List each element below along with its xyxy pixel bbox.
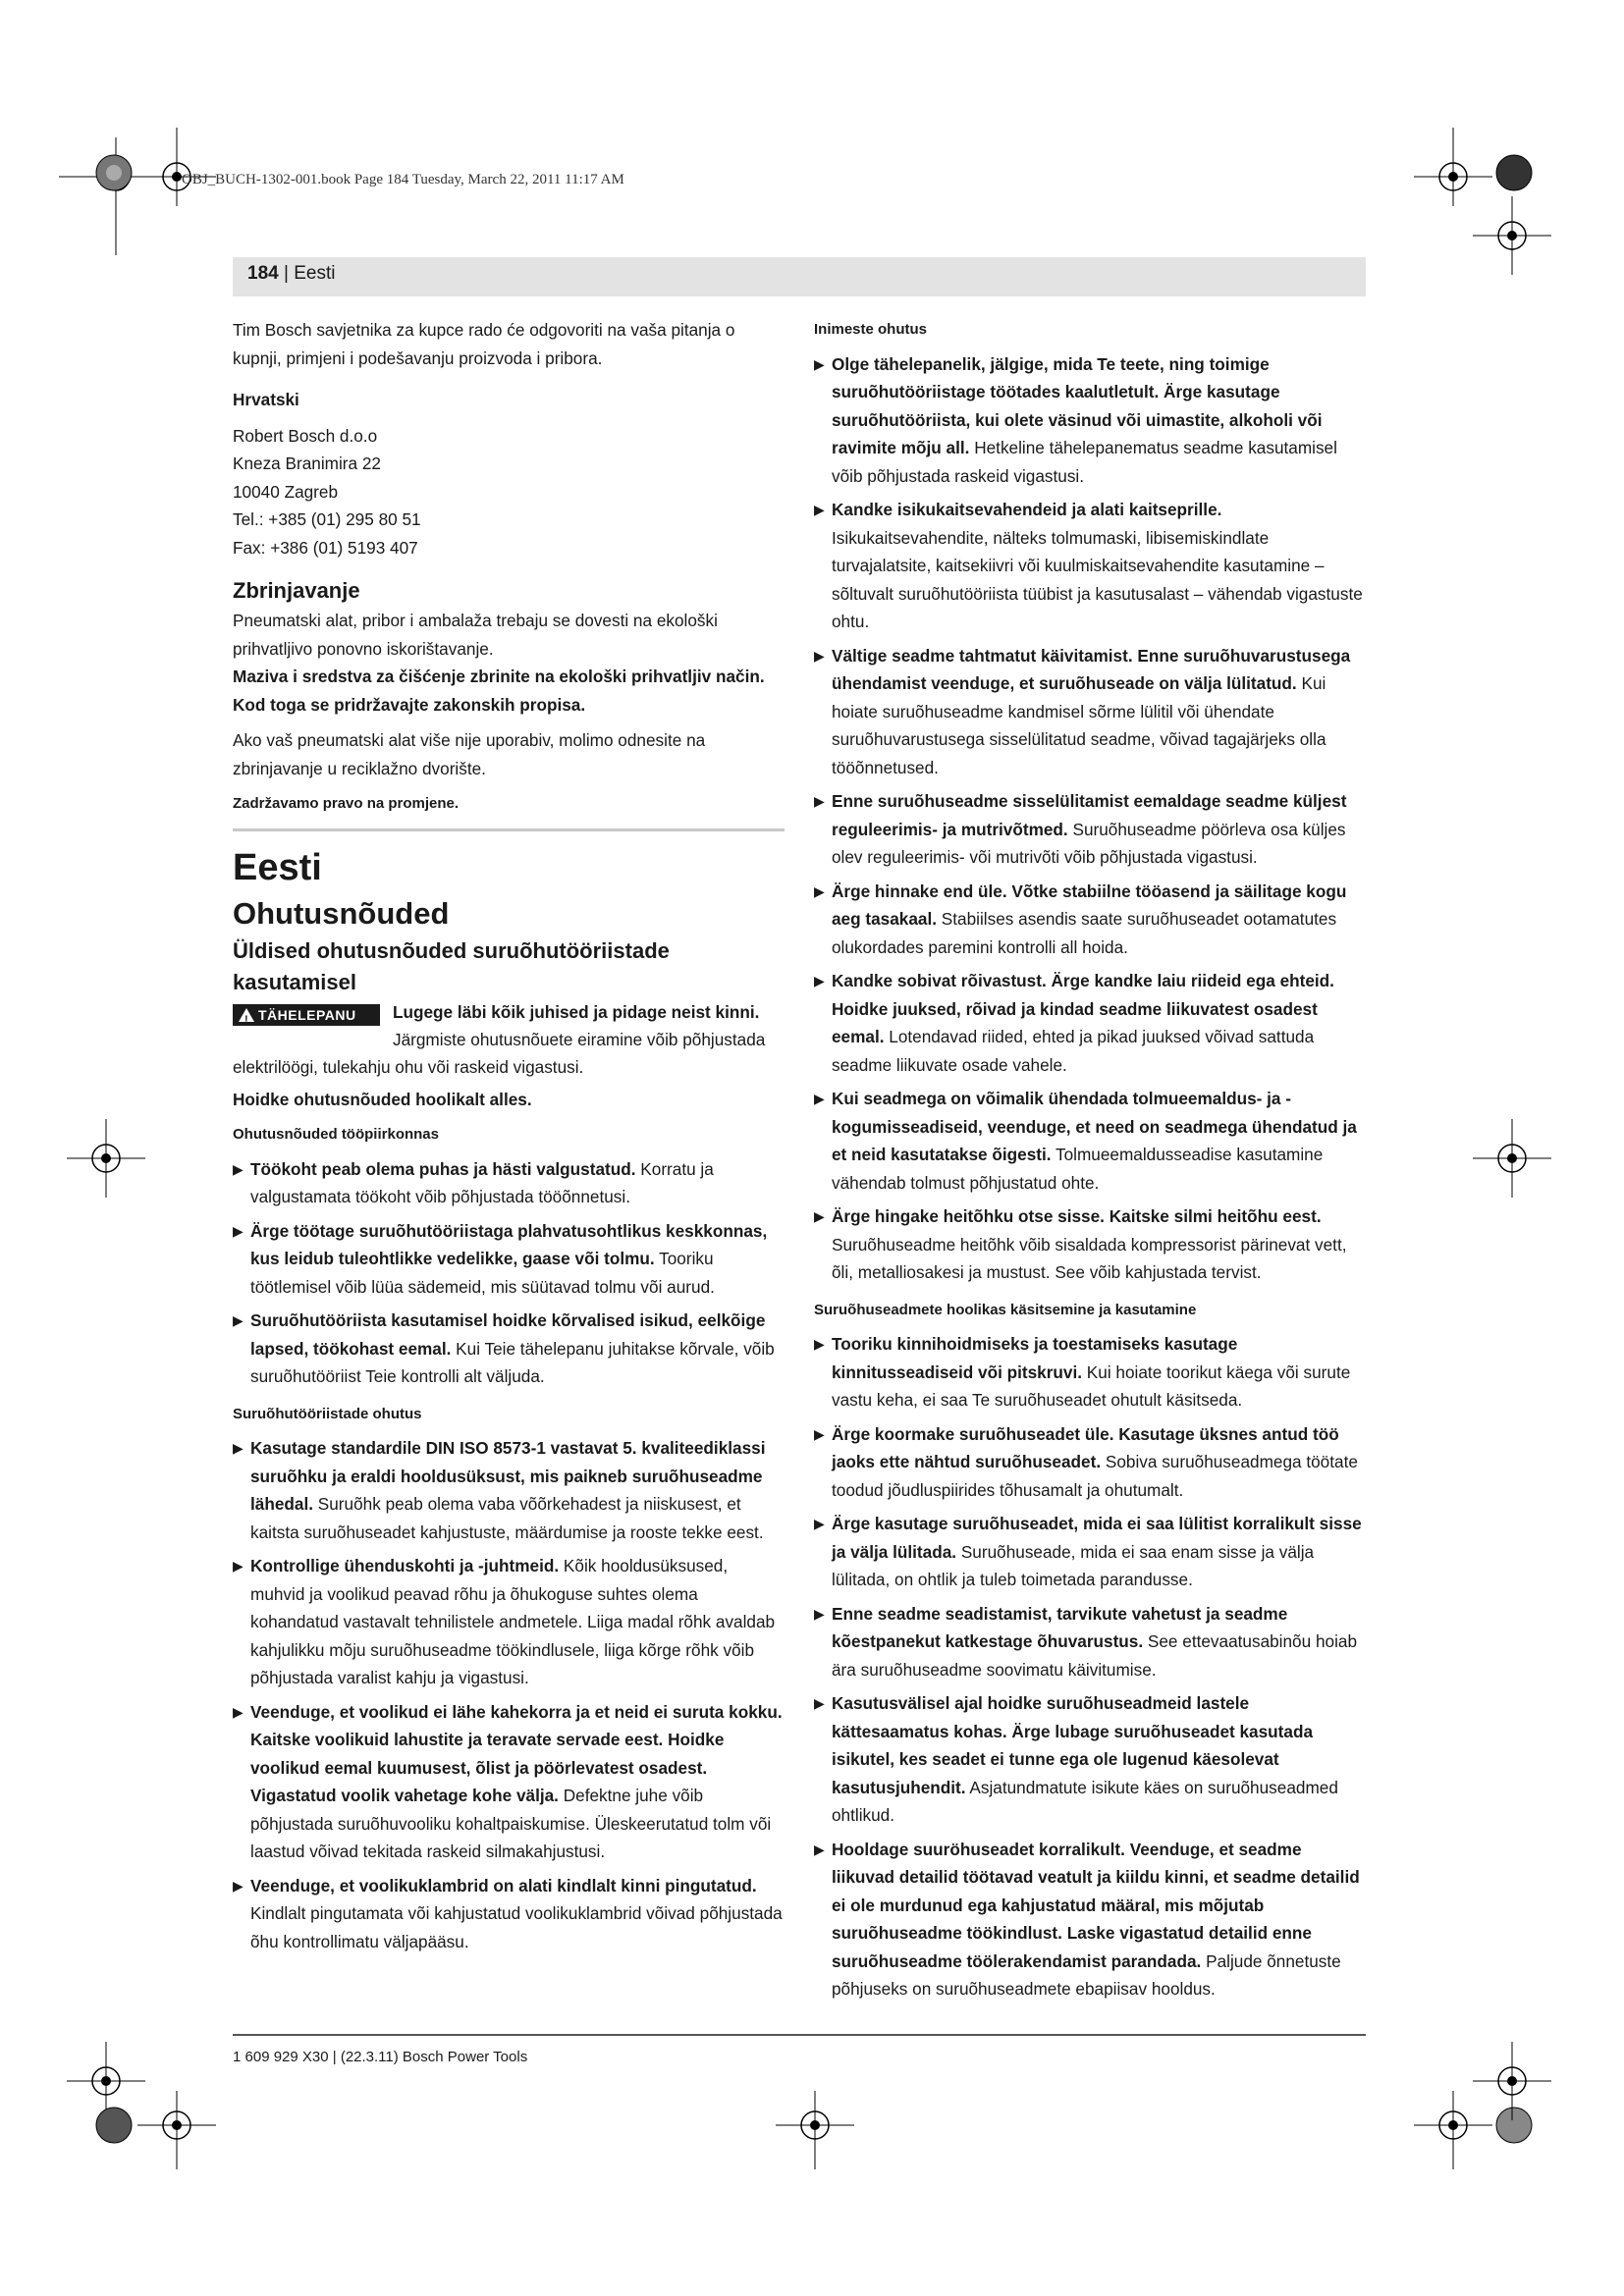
list-item-bold: Kasutage standardile DIN ISO 8573-1 vastavat 5. kvaliteediklassi suruõhku ja eraldi hooldusüksust, mis paikneb suruõhuseadme lähedal.: [250, 1438, 766, 1514]
list-item-bold: Ärge hingake heitõhku otse sisse. Kaitske silmi heitõhu eest.: [832, 1206, 1322, 1226]
bullet-arrow-icon: ▶: [233, 1558, 244, 1574]
list-item-text: Kindlalt pingutamata või kahjustatud voolikuklambrid võivad põhjustada õhu kontrollimatu väljapääsu.: [250, 1903, 783, 1951]
color-wheel-top-right: [1494, 153, 1534, 192]
list-item: [814, 1510, 1366, 1594]
bullet-arrow-icon: ▶: [814, 502, 825, 517]
list-item: [233, 1698, 785, 1866]
warning-block: [233, 998, 785, 1049]
footer-rule: [233, 2034, 1366, 2036]
language-heading: Eesti: [233, 846, 322, 888]
address-line: Kneza Branimira 22: [233, 454, 381, 473]
list-item-text: Suruõhuseadme pöörleva osa küljes olev reguleerimis- või mutrivõti võib põhjustada vigastusi.: [832, 819, 1346, 867]
list-item-bold: Kui seadmega on võimalik ühendada tolmueemaldus- ja -kogumisseadiseid, veenduge, et need on seadmega ühendatud ja et neid kasutatakse õigesti.: [832, 1089, 1357, 1164]
list-item-bold: Enne seadme seadistamist, tarvikute vahetust ja seadme kõestpanekut katkestage õhuvarustus.: [832, 1603, 1288, 1651]
address-line: Fax: +386 (01) 5193 407: [233, 537, 418, 558]
tool-safety-heading: Suruõhutööriistade ohutus: [233, 1405, 422, 1422]
list-item-bold: Ärge kasutage suruõhuseadet, mida ei saa lülitist korralikult sisse ja välja lülitada.: [832, 1514, 1362, 1562]
bullet-arrow-icon: ▶: [814, 1208, 825, 1224]
zbrinjavanje-bold-paragraph: Maziva i sredstva za čišćenje zbrinite na ekološki prihvatljiv način. Kod toga se pridržavajte zakonskih propisa.: [233, 667, 765, 715]
list-item: [814, 1689, 1366, 1830]
list-item: [233, 1872, 785, 1956]
address-line: 10040 Zagreb: [233, 481, 339, 502]
intro-paragraph: Tim Bosch savjetnika za kupce rado će odgovoriti na vaša pitanja o kupnji, primjeni i podešavanju proizvoda i pribora.: [233, 320, 735, 368]
bullet-arrow-icon: ▶: [814, 793, 825, 809]
list-item: [814, 1836, 1366, 2003]
people-safety-heading: Inimeste ohutus: [814, 321, 928, 338]
list-item: [233, 1155, 785, 1211]
hrvatski-heading: Hrvatski: [233, 390, 299, 409]
warning-text: Järgmiste ohutusnõuete eiramine võib põhjustada elektrilöögi, tulekahju ohu või raskeid vigastusi.: [233, 1029, 766, 1077]
bullet-arrow-icon: ▶: [814, 1605, 825, 1622]
list-item: [814, 1600, 1366, 1684]
section-heading: Ohutusnõuded: [233, 895, 450, 931]
color-wheel-top-left: [94, 153, 134, 192]
list-item: [814, 1085, 1366, 1197]
bullet-arrow-icon: ▶: [814, 1425, 825, 1442]
list-item-text: Suruõhuseadme heitõhk võib sisaldada kompressorist pärinevat vett, õli, metalliosakesi ja mustust. See võib kahjustada tervist.: [832, 1234, 1347, 1282]
print-slug: OBJ_BUCH-1302-001.book Page 184 Tuesday, March 22, 2011 11:17 AM: [182, 172, 624, 187]
address-line: Tel.: +385 (01) 295 80 51: [233, 509, 421, 529]
registration-mark-right-top: [1473, 196, 1551, 275]
bullet-arrow-icon: ▶: [233, 1160, 244, 1177]
list-item: [814, 878, 1366, 962]
bullet-arrow-icon: ▶: [814, 1516, 825, 1531]
list-item-bold: Veenduge, et voolikuklambrid on alati kindlalt kinni pingutatud.: [250, 1875, 757, 1896]
bullet-arrow-icon: ▶: [814, 647, 825, 664]
registration-mark-right-bottom: [1473, 2042, 1551, 2120]
header-language: Eesti: [294, 263, 336, 284]
registration-mark-bottom-center: [776, 2091, 854, 2169]
list-item-bold: Tooriku kinnihoidmiseks ja toestamiseks kasutage kinnitusseadiseid või pitskruvi.: [832, 1334, 1238, 1382]
section-divider: [233, 828, 785, 831]
list-item-bold: Enne suruõhuseadme sisselülitamist eemaldage seadme küljest reguleerimis- ja mutrivõtmed.: [832, 791, 1347, 839]
list-item-text: Paljude õnnetuste põhjuseks on suruõhuseadmete ebapiisav hooldus.: [832, 1950, 1341, 1999]
work-area-heading: Ohutusnõuded tööpiirkonnas: [233, 1126, 439, 1143]
list-item-text: Kui hoiate toorikut käega või surute vastu keha, ei saa Te suruõhuseadet ohutult käsitseda.: [832, 1362, 1351, 1410]
list-item-text: Tooriku töötlemisel võib lüüa sädemeid, mis süütavad tolmu või aurud.: [250, 1249, 715, 1297]
list-item-text: Suruõhuseade, mida ei saa enam sisse ja välja lülitada, on ohtlik ja tuleb toimetada parandusse.: [832, 1541, 1315, 1589]
list-item-text: Kõik hooldusüksused, muhvid ja voolikud peavad rõhu ja õhukoguse suhtes olema kohandatud vastavalt tehnilistele andmetele. Liiga madal rõhk avaldab kahjulikku mõju suruõhuseadme töökindlusele, liiga kõrge rõhk võib põhjustada varalist kahju ja vigastusi.: [250, 1556, 776, 1687]
list-item: [814, 787, 1366, 872]
registration-mark-top-right: [1414, 128, 1492, 206]
list-item: [233, 1307, 785, 1391]
warning-badge: [233, 1004, 380, 1026]
list-item-bold: Kandke isikukaitsevahendeid ja alati kaitseprille.: [832, 500, 1222, 519]
handling-heading: Suruõhuseadmete hoolikas käsitsemine ja kasutamine: [814, 1301, 1197, 1318]
warning-badge-label: TÄHELEPANU: [258, 1006, 356, 1023]
list-item-bold: Olge tähelepanelik, jälgige, mida Te teete, ning toimige suruõhutööriistage töötades kaalutletult. Ärge kasutage suruõhutööriista, kui olete väsinud või uimastite, alkoholi või ravimite mõju all.: [832, 353, 1323, 457]
list-item-bold: Ärge töötage suruõhutööriistaga plahvatusohtlikus keskkonnas, kus leidub tuleohtlikke vedelikke, gaase või tolmu.: [250, 1220, 768, 1268]
list-item-bold: Suruõhutööriista kasutamisel hoidke kõrvalised isikud, eelkõige lapsed, töökohast eemal.: [250, 1310, 766, 1359]
list-item: [233, 1217, 785, 1302]
list-item-bold: Veenduge, et voolikud ei lähe kahekorra ja et neid ei suruta kokku. Kaitske voolikuid lahustite ja teravate servade eest. Hoidke voolikud eemal kuumusest, õlist ja pöörlevatest osadest. Vigastatud voolik vahetage kohe välja.: [250, 1701, 783, 1805]
bullet-arrow-icon: ▶: [233, 1222, 244, 1239]
keep-notice: Hoidke ohutusnõuded hoolikalt alles.: [233, 1089, 532, 1109]
bullet-arrow-icon: ▶: [814, 1841, 825, 1857]
list-item: [814, 1330, 1366, 1415]
list-item: [814, 1202, 1366, 1287]
bullet-arrow-icon: ▶: [233, 1312, 244, 1328]
reserve-notice: Zadržavamo pravo na promjene.: [233, 795, 460, 812]
bullet-arrow-icon: ▶: [814, 1695, 825, 1711]
registration-mark-top-left2: [137, 128, 216, 206]
list-item: [814, 1420, 1366, 1505]
bullet-arrow-icon: ▶: [814, 882, 825, 899]
left-column: [233, 316, 785, 1955]
warning-triangle-icon: [239, 1008, 254, 1022]
bullet-arrow-icon: ▶: [233, 1703, 244, 1720]
zbrinjavanje-paragraph-2: Ako vaš pneumatski alat više nije uporabiv, molimo odnesite na zbrinjavanje u reciklažno dvorište.: [233, 730, 706, 778]
list-item-text: Tolmueemaldusseadise kasutamine vähendab tolmust põhjustatud ohte.: [832, 1145, 1324, 1193]
page-header: [247, 263, 335, 285]
list-item-text: Isikukaitsevahendite, nälteks tolmumaski, libisemiskindlate turvajalatsite, kaitsekiivri või kuulmiskaitsevahendite kasutamine – sõltuvalt suruõhutööriista tüübist ja kasutusalast – vähendab vigastuste ohtu.: [832, 527, 1363, 631]
bullet-arrow-icon: ▶: [814, 1336, 825, 1352]
page-footer: 1 609 929 X30 | (22.3.11) Bosch Power Tools: [233, 2049, 528, 2065]
list-item: [814, 496, 1366, 636]
list-item-text: Defektne juhe võib põhjustada suruõhuvooliku kohaltpaiskumise. Üleskeerutatud tolm või laastud võivad tekitada raskeid silmakahjustusi.: [250, 1786, 772, 1861]
list-item-text: Asjatundmatute isikute käes on suruõhuseadmed ohtlikud.: [832, 1777, 1338, 1825]
list-item-bold: Kandke sobivat rõivastust. Ärge kandke laiu riideid ega ehteid. Hoidke juuksed, rõivad ja kindad seadme liikuvatest osadest eemal.: [832, 971, 1334, 1046]
bullet-arrow-icon: ▶: [233, 1877, 244, 1894]
list-item: [814, 642, 1366, 782]
list-item-text: Sobiva suruõhuseadmega töötate toodud jõudluspiirides tõhusamalt ja ohutumalt.: [832, 1452, 1358, 1500]
list-item-text: Kui Teie tähelepanu juhitakse kõrvale, võib suruõhutööriist Teie kontrolli alt väljuda.: [250, 1338, 775, 1386]
list-item-text: See ettevaatusabinõu hoiab ära suruõhuseadme soovimatu käivitumise.: [832, 1631, 1358, 1680]
right-column: [814, 316, 1366, 2003]
list-item-bold: Ärge koormake suruõhuseadet üle. Kasutage üksnes antud töö jaoks ette nähtud suruõhuseadet.: [832, 1423, 1339, 1471]
registration-mark-left-middle: [67, 1119, 145, 1198]
page-header-bar: [233, 257, 1366, 296]
list-item: [233, 1552, 785, 1692]
color-wheel-bottom-left: [94, 2106, 134, 2145]
list-item-text: Kui hoiate suruõhuseadme kandmisel sõrme lülitil või ühendate suruõhuvarustusega sisselülitatud seadme, võivad tagajärjeks olla tööõnnetused.: [832, 673, 1326, 777]
list-item-text: Stabiilses asendis saate suruõhuseadet ootamatutes olukordades paremini kontrolli all hoida.: [832, 909, 1337, 957]
list-item-text: Korratu ja valgustamata töökoht võib põhjustada tööõnnetusi.: [250, 1158, 714, 1206]
header-separator: |: [283, 263, 289, 284]
general-safety-heading: Üldised ohutusnõuded suruõhutööriistade kasutamisel: [233, 937, 670, 994]
list-item: [233, 1434, 785, 1546]
list-item-bold: Kontrollige ühenduskohti ja -juhtmeid.: [250, 1556, 560, 1575]
list-item-bold: Ärge hinnake end üle. Võtke stabiilne tööasend ja säilitage kogu aeg tasakaal.: [832, 881, 1347, 929]
list-item-bold: Vältige seadme tahtmatut käivitamist. Enne suruõhuvarustusega ühendamist veenduge, et suruõhuseade on välja lülitatud.: [832, 645, 1351, 693]
address-line: Robert Bosch d.o.o: [233, 425, 378, 446]
page-number: 184: [247, 263, 279, 284]
bullet-arrow-icon: ▶: [233, 1440, 244, 1456]
list-item-text: Lotendavad riided, ehted ja pikad juuksed võivad sattuda seadme liikuvate osade vahele.: [832, 1027, 1315, 1075]
registration-mark-right-middle: [1473, 1119, 1551, 1198]
list-item-text: Hetkeline tähelepanematus seadme kasutamisel võib põhjustada raskeid vigastusi.: [832, 438, 1337, 486]
zbrinjavanje-paragraph: Pneumatski alat, pribor i ambalaža trebaju se dovesti na ekološki prihvatljivo ponovno iskorištavanje.: [233, 611, 718, 659]
address-block: [233, 422, 785, 562]
bullet-arrow-icon: ▶: [814, 973, 825, 988]
list-item: [814, 967, 1366, 1079]
list-item-bold: Kasutusvälisel ajal hoidke suruõhuseadmeid lastele kättesaamatus kohas. Ärge lubage suruõhuseadet kasutada isikutel, kes seadet ei tunne ega ole lugenud käesolevat kasutusjuhendit.: [832, 1693, 1314, 1797]
bullet-arrow-icon: ▶: [814, 1091, 825, 1106]
bullet-arrow-icon: ▶: [814, 355, 825, 372]
list-item-text: Suruõhk peab olema vaba võõrkehadest ja niiskusest, et kaitsta suruõhuseadet kahjustuste, määrdumise ja rooste tekke eest.: [250, 1494, 764, 1542]
list-item-bold: Hooldage suuröhuseadet korralikult. Veenduge, et seadme liikuvad detailid töötavad veatult ja kiildu kinni, et seadme detailid ei ole murdunud ega kahjustatud määral, mis mõjutab suruõhuseadme töökindlust. Laske vigastatud detailid enne suruõhuseadme töölerakendamist parandada.: [832, 1839, 1360, 1971]
warning-bold-text: Lugege läbi kõik juhised ja pidage neist kinni.: [393, 1001, 760, 1022]
list-item-bold: Töökoht peab olema puhas ja hästi valgustatud.: [250, 1158, 636, 1179]
registration-mark-bottom-left2: [137, 2091, 216, 2169]
list-item: [814, 350, 1366, 491]
zbrinjavanje-heading: Zbrinjavanje: [233, 578, 360, 603]
